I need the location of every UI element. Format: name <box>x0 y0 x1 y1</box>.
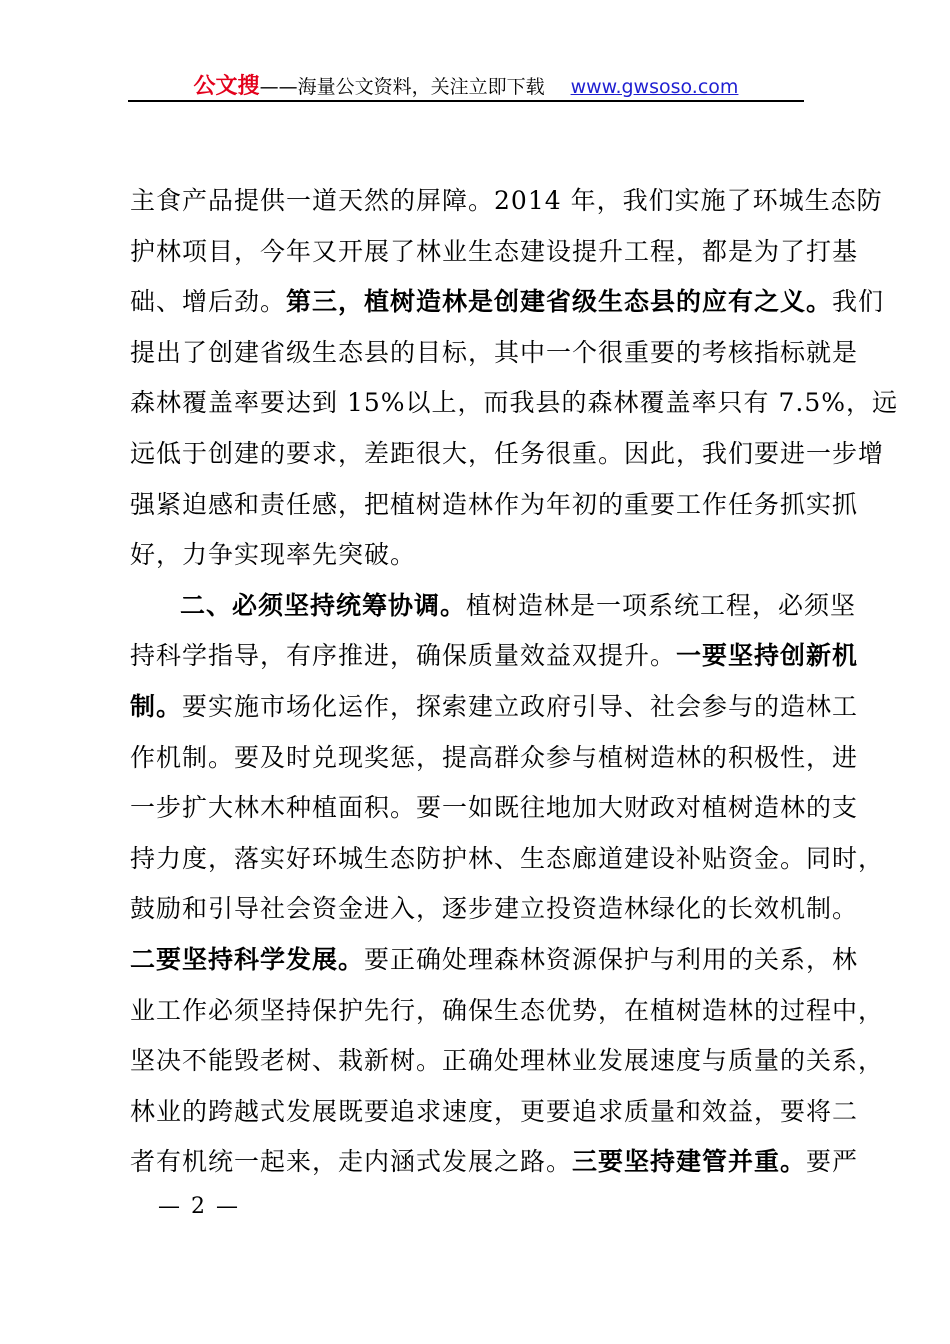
body-text-run: 作机制。要及时兑现奖惩，提高群众参与植树造林的积极性，进 <box>130 742 859 772</box>
bold-heading-text: 二、必须坚持统筹协调。 <box>180 590 467 620</box>
body-text-run: 林业的跨越式发展既要追求速度，更要追求质量和效益，要将二 <box>130 1096 859 1126</box>
body-text-run: 远低于创建的要求，差距很大，任务很重。因此，我们要进一步增 <box>130 438 885 468</box>
text-line <box>130 733 859 784</box>
bold-heading-text: 一要坚持创新机 <box>676 641 859 671</box>
brand-logo-text: 公文搜 <box>193 74 260 99</box>
document-body <box>130 176 898 1188</box>
body-text-run: 森林覆盖率要达到 15%以上，而我县的森林覆盖率只有 7.5%，远 <box>130 388 898 418</box>
text-line <box>130 783 859 834</box>
text-line <box>130 429 885 480</box>
text-line <box>130 328 859 379</box>
body-text-run: 持力度，落实好环城生态防护林、生态廊道建设补贴资金。同时， <box>130 843 885 873</box>
website-link[interactable]: www.gwsoso.com <box>570 76 739 98</box>
body-text-run: 要实施市场化运作，探索建立政府引导、社会参与的造林工 <box>182 691 859 721</box>
text-line <box>130 884 859 935</box>
document-header <box>128 74 804 102</box>
body-text-run: 护林项目，今年又开展了林业生态建设提升工程，都是为了打基 <box>130 236 859 266</box>
text-line <box>130 1087 859 1138</box>
body-text-run: 提出了创建省级生态县的目标，其中一个很重要的考核指标就是 <box>130 337 859 367</box>
bold-heading-text: 制。 <box>130 691 183 721</box>
text-line <box>130 682 859 733</box>
body-text-run: 植树造林是一项系统工程，必须坚 <box>466 590 857 620</box>
text-line <box>130 277 885 328</box>
bold-heading-text: 第三，植树造林是创建省级生态县的应有之义。 <box>286 287 833 317</box>
body-text-run: 主食产品提供一道天然的屏障。2014 年，我们实施了环城生态防 <box>130 186 883 215</box>
text-line <box>130 1137 859 1188</box>
header-slogan: ——海量公文资料，关注立即下载 <box>259 76 545 98</box>
body-text-run: 好，力争实现率先突破。 <box>130 540 417 570</box>
page-number: — 2 — <box>158 1194 240 1219</box>
text-line <box>130 378 898 429</box>
body-text-run: 鼓励和引导社会资金进入，逐步建立投资造林绿化的长效机制。 <box>130 894 859 924</box>
text-line <box>130 176 883 227</box>
text-line <box>130 986 885 1037</box>
body-text-run: 业工作必须坚持保护先行，确保生态优势，在植树造林的过程中， <box>130 995 885 1025</box>
body-text-run: 坚决不能毁老树、栽新树。正确处理林业发展速度与质量的关系， <box>130 1046 885 1076</box>
header-divider <box>128 100 804 102</box>
body-text-run: 一步扩大林木种植面积。要一如既往地加大财政对植树造林的支 <box>130 793 859 823</box>
text-line <box>130 480 859 531</box>
text-line <box>130 530 830 581</box>
text-line <box>130 227 859 278</box>
body-text-run: 强紧迫感和责任感，把植树造林作为年初的重要工作任务抓实抓 <box>130 489 859 519</box>
text-line <box>130 935 859 986</box>
body-text-run: 要正确处理森林资源保护与利用的关系，林 <box>364 944 859 974</box>
body-text-run: 要严 <box>806 1147 859 1177</box>
text-line <box>130 1036 885 1087</box>
bold-heading-text: 三要坚持建管并重。 <box>572 1147 807 1177</box>
bold-heading-text: 二要坚持科学发展。 <box>130 944 365 974</box>
body-text-run: 持科学指导，有序推进，确保质量效益双提升。 <box>130 641 677 671</box>
body-text-run: 础、增后劲。 <box>130 287 287 317</box>
body-text-run: 我们 <box>832 287 885 317</box>
text-line <box>130 631 859 682</box>
body-text-run: 者有机统一起来，走内涵式发展之路。 <box>130 1147 573 1177</box>
text-line <box>130 834 885 885</box>
text-line <box>130 581 857 632</box>
